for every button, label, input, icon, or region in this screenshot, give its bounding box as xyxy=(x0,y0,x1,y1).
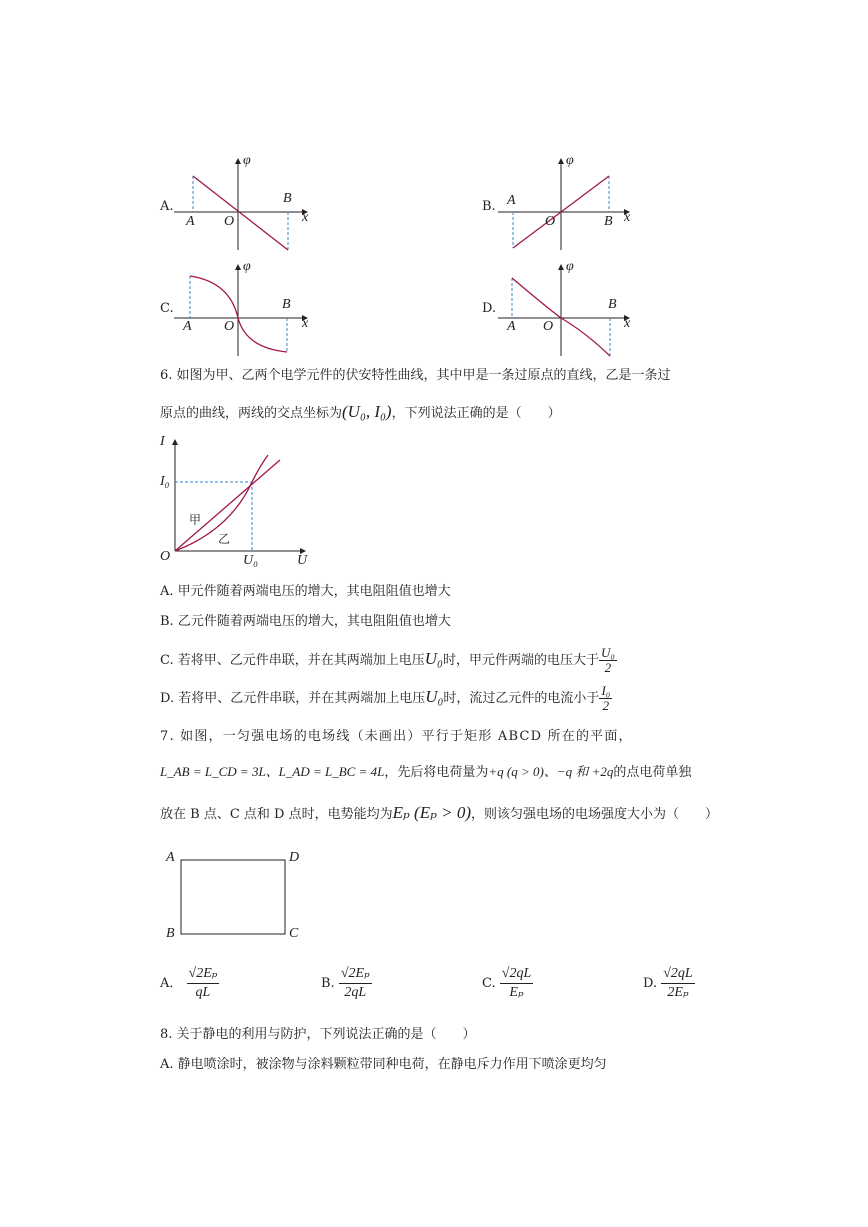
i-axis-label: I xyxy=(160,434,165,449)
q7-a-fraction xyxy=(187,965,220,1002)
q6-c-text: C. 若将甲、乙元件串联，并在其两端加上电压 xyxy=(160,653,425,668)
q7-stem-mid: ，先后将电荷量为 xyxy=(384,765,489,780)
q7-option-d xyxy=(643,965,695,1002)
q7-lengths: L_AB = L_CD = 3L、L_AD = L_BC = 4L xyxy=(160,764,385,779)
q6-stem-line1: 6. 如图为甲、乙两个电学元件的伏安特性曲线，其中甲是一条过原点的直线，乙是一条过 xyxy=(160,368,671,383)
q7-b-den: 2qL xyxy=(344,985,367,1000)
q6-d-frac-den: 2 xyxy=(602,698,610,713)
q6-d-u0: U₀ xyxy=(425,687,444,706)
rect-b-label: B xyxy=(166,926,175,941)
q7-option-c xyxy=(482,965,533,1002)
origin-label: O xyxy=(160,549,171,564)
q7-d-label: D. xyxy=(643,976,658,991)
q5-label-b: B. xyxy=(482,199,496,214)
u-axis-label: U xyxy=(297,553,308,568)
yi-label: 乙 xyxy=(218,532,231,546)
q7-stem-line1: 7. 如图，一匀强电场的电场线（未画出）平行于矩形 ABCD 所在的平面， xyxy=(160,729,633,744)
b-label: B xyxy=(604,214,613,229)
q6-c-mid: 时，甲元件两端的电压大于 xyxy=(442,653,599,668)
q6-d-text: D. 若将甲、乙元件串联，并在其两端加上电压 xyxy=(160,691,426,706)
a-label: A xyxy=(507,193,516,208)
x-label: x xyxy=(302,210,309,225)
rect-c-label: C xyxy=(289,926,299,941)
i0-label: I₀ xyxy=(160,474,170,489)
phi-label: φ xyxy=(243,259,251,274)
q6-stem-tail: ，下列说法正确的是（ ） xyxy=(391,406,561,421)
q7-charges: +q (q > 0)、−q 和 +2q xyxy=(488,764,614,779)
jia-label: 甲 xyxy=(189,513,202,527)
q7-a-den: qL xyxy=(195,985,211,1000)
q7-option-b xyxy=(321,965,372,1002)
rect-d-label: D xyxy=(289,850,300,865)
q7-c-label: C. xyxy=(482,976,496,991)
b-label: B xyxy=(283,191,292,206)
q7-stem-tail: ，则该匀强电场的电场强度大小为（ ） xyxy=(471,807,719,822)
q7-d-fraction xyxy=(661,965,694,1002)
origin-label: O xyxy=(224,214,235,229)
a-label: A xyxy=(186,214,195,229)
q6-d-mid: 时，流过乙元件的电流小于 xyxy=(443,691,600,706)
b-label: B xyxy=(608,297,617,312)
b-label: B xyxy=(282,297,291,312)
q7-stem-pre: 放在 B 点、C 点和 D 点时，电势能均为 xyxy=(160,807,393,822)
q7-c-den: Eₚ xyxy=(509,985,524,1000)
x-label: x xyxy=(624,316,631,331)
u0-label: U₀ xyxy=(243,553,258,568)
q7-b-num: √2Eₚ xyxy=(339,965,372,984)
q7-b-label: B. xyxy=(321,976,335,991)
q7-ep: Eₚ (Eₚ > 0) xyxy=(392,803,472,822)
x-label: x xyxy=(624,210,631,225)
q5-label-d: D. xyxy=(482,301,497,316)
q6-option-b: B. 乙元件随着两端电压的增大，其电阻阻值也增大 xyxy=(160,614,451,629)
q8-option-a: A. 静电喷涂时，被涂物与涂料颗粒带同种电荷，在静电斥力作用下喷涂更均匀 xyxy=(160,1057,607,1072)
q8-stem: 8. 关于静电的利用与防护，下列说法正确的是（ ） xyxy=(160,1027,476,1042)
q7-b-fraction xyxy=(339,965,372,1002)
q6-c-frac-den: 2 xyxy=(604,660,612,675)
q6-c-u0: U₀ xyxy=(424,649,443,668)
q7-c-num: √2qL xyxy=(500,965,533,984)
q6-c-frac-num: U₀ xyxy=(600,645,615,660)
q7-c-fraction xyxy=(500,965,533,1002)
q7-a-label: A． xyxy=(160,976,183,991)
q6-d-frac-num: I₀ xyxy=(601,683,611,698)
q5-label-a: A. xyxy=(160,199,174,214)
rect-a-label: A xyxy=(166,850,175,865)
origin-label: O xyxy=(543,319,554,334)
q7-d-num: √2qL xyxy=(661,965,694,984)
a-label: A xyxy=(183,319,192,334)
phi-label: φ xyxy=(243,153,251,168)
q5-label-c: C. xyxy=(160,301,174,316)
q6-option-a: A. 甲元件随着两端电压的增大，其电阻阻值也增大 xyxy=(160,584,451,599)
q7-d-den: 2Eₚ xyxy=(667,985,689,1000)
q7-a-num: √2Eₚ xyxy=(187,965,220,984)
phi-label: φ xyxy=(566,259,574,274)
q7-stem-post: 的点电荷单独 xyxy=(613,765,692,780)
a-label: A xyxy=(507,319,516,334)
q7-option-a xyxy=(160,965,219,1002)
q6-stem-text: 原点的曲线，两线的交点坐标为 xyxy=(160,406,343,421)
x-label: x xyxy=(302,316,309,331)
origin-label: O xyxy=(224,319,235,334)
phi-label: φ xyxy=(566,153,574,168)
q6-coord: (U₀, I₀) xyxy=(342,402,392,421)
origin-label: O xyxy=(545,214,556,229)
